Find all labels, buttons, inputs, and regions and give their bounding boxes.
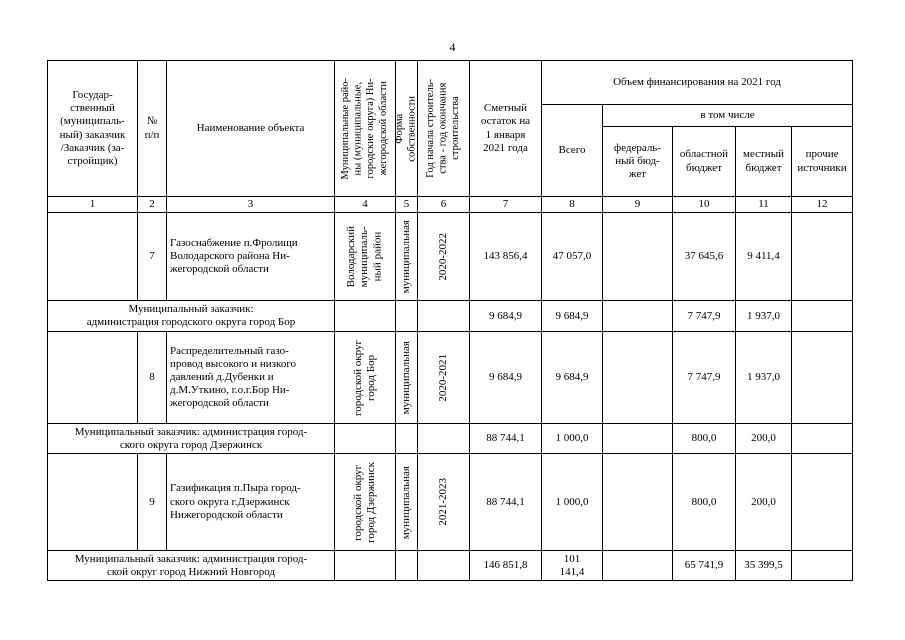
customer-name: Муниципальный заказчик: администрация город- ского округа город Дзержинск [48, 424, 335, 454]
financing-table [47, 60, 853, 581]
years-cell [418, 424, 470, 454]
federal-value [603, 213, 673, 301]
balance-value: 143 856,4 [470, 213, 542, 301]
column-number-8: 8 [542, 197, 603, 213]
other-value [792, 454, 853, 551]
other-value [792, 332, 853, 424]
balance-value: 9 684,9 [470, 301, 542, 332]
object-name: Газификация п.Пыра город- ского округа г.Дзержинск Нижегородской области [167, 454, 335, 551]
total-value: 47 057,0 [542, 213, 603, 301]
ownership-cell [396, 551, 418, 581]
balance-value: 146 851,8 [470, 551, 542, 581]
regional-value: 37 645,6 [673, 213, 736, 301]
column-number-11: 11 [736, 197, 792, 213]
customer-cell [48, 454, 138, 551]
balance-value: 88 744,1 [470, 424, 542, 454]
balance-value: 9 684,9 [470, 332, 542, 424]
local-value: 200,0 [736, 424, 792, 454]
balance-value: 88 744,1 [470, 454, 542, 551]
header-local: местный бюджет [736, 127, 792, 197]
ownership-type: муниципальная [396, 332, 418, 424]
federal-value [603, 551, 673, 581]
federal-value [603, 301, 673, 332]
district-cell [335, 301, 396, 332]
ownership-type: муниципальная [396, 213, 418, 301]
object-row [48, 454, 853, 551]
customer-name: Муниципальный заказчик: администрация город- ской округ город Нижний Новгород [48, 551, 335, 581]
column-number-4: 4 [335, 197, 396, 213]
row-number: 7 [138, 213, 167, 301]
header-federal: федераль- ный бюд- жет [603, 127, 673, 197]
local-value: 9 411,4 [736, 213, 792, 301]
total-value: 1 000,0 [542, 454, 603, 551]
object-row [48, 332, 853, 424]
object-name: Распределительный газо- провод высокого и низкого давлений д.Дубенки и д.М.Уткино, г.о.г.Бор Ни- жегородской области [167, 332, 335, 424]
column-numbers-row [48, 197, 853, 213]
federal-value [603, 424, 673, 454]
district-cell [335, 424, 396, 454]
customer-row [48, 301, 853, 332]
column-number-1: 1 [48, 197, 138, 213]
column-number-2: 2 [138, 197, 167, 213]
district-name: городской округ город Дзержинск [335, 454, 396, 551]
column-number-7: 7 [470, 197, 542, 213]
regional-value: 7 747,9 [673, 301, 736, 332]
row-number: 8 [138, 332, 167, 424]
regional-value: 7 747,9 [673, 332, 736, 424]
local-value: 35 399,5 [736, 551, 792, 581]
customer-cell [48, 332, 138, 424]
federal-value [603, 454, 673, 551]
column-number-10: 10 [673, 197, 736, 213]
district-name: Володарский муниципаль- ный район [335, 213, 396, 301]
construction-years: 2020-2022 [418, 213, 470, 301]
local-value: 1 937,0 [736, 301, 792, 332]
other-value [792, 551, 853, 581]
total-value: 9 684,9 [542, 301, 603, 332]
header-total: Всего [542, 105, 603, 197]
header-balance: Сметный остаток на 1 января 2021 года [470, 61, 542, 197]
customer-name: Муниципальный заказчик: администрация городского округа город Бор [48, 301, 335, 332]
total-value: 9 684,9 [542, 332, 603, 424]
header-object: Наименование объекта [167, 61, 335, 197]
ownership-type: муниципальная [396, 454, 418, 551]
customer-cell [48, 213, 138, 301]
column-number-9: 9 [603, 197, 673, 213]
other-value [792, 424, 853, 454]
years-cell [418, 551, 470, 581]
customer-row [48, 551, 853, 581]
column-number-3: 3 [167, 197, 335, 213]
regional-value: 800,0 [673, 454, 736, 551]
header-years: Год начала строитель- ства - год окончания строительства [418, 61, 470, 197]
ownership-cell [396, 424, 418, 454]
other-value [792, 213, 853, 301]
header-district: Муниципальные райо- ны (муниципальные, городские округа) Ни- жегородской области [335, 61, 396, 197]
ownership-cell [396, 301, 418, 332]
header-other: прочие источники [792, 127, 853, 197]
column-number-12: 12 [792, 197, 853, 213]
construction-years: 2021-2023 [418, 454, 470, 551]
header-ownership: Форма собственности [396, 61, 418, 197]
local-value: 200,0 [736, 454, 792, 551]
header-including: в том числе [603, 105, 853, 127]
object-row [48, 213, 853, 301]
district-name: городской округ город Бор [335, 332, 396, 424]
page-number: 4 [449, 40, 456, 54]
object-name: Газоснабжение п.Фролищи Володарского района Ни- жегородской области [167, 213, 335, 301]
district-cell [335, 551, 396, 581]
local-value: 1 937,0 [736, 332, 792, 424]
other-value [792, 301, 853, 332]
regional-value: 65 741,9 [673, 551, 736, 581]
total-value: 1 000,0 [542, 424, 603, 454]
column-number-6: 6 [418, 197, 470, 213]
row-number: 9 [138, 454, 167, 551]
header-regional: областной бюджет [673, 127, 736, 197]
customer-row [48, 424, 853, 454]
years-cell [418, 301, 470, 332]
column-number-5: 5 [396, 197, 418, 213]
total-value: 101 141,4 [542, 551, 603, 581]
header-financing: Объем финансирования на 2021 год [542, 61, 853, 105]
federal-value [603, 332, 673, 424]
header-num: № п/п [138, 61, 167, 197]
header-customer: Государ- ственный (муниципаль- ный) заказчик /Заказчик (за- стройщик) [48, 61, 138, 197]
construction-years: 2020-2021 [418, 332, 470, 424]
regional-value: 800,0 [673, 424, 736, 454]
